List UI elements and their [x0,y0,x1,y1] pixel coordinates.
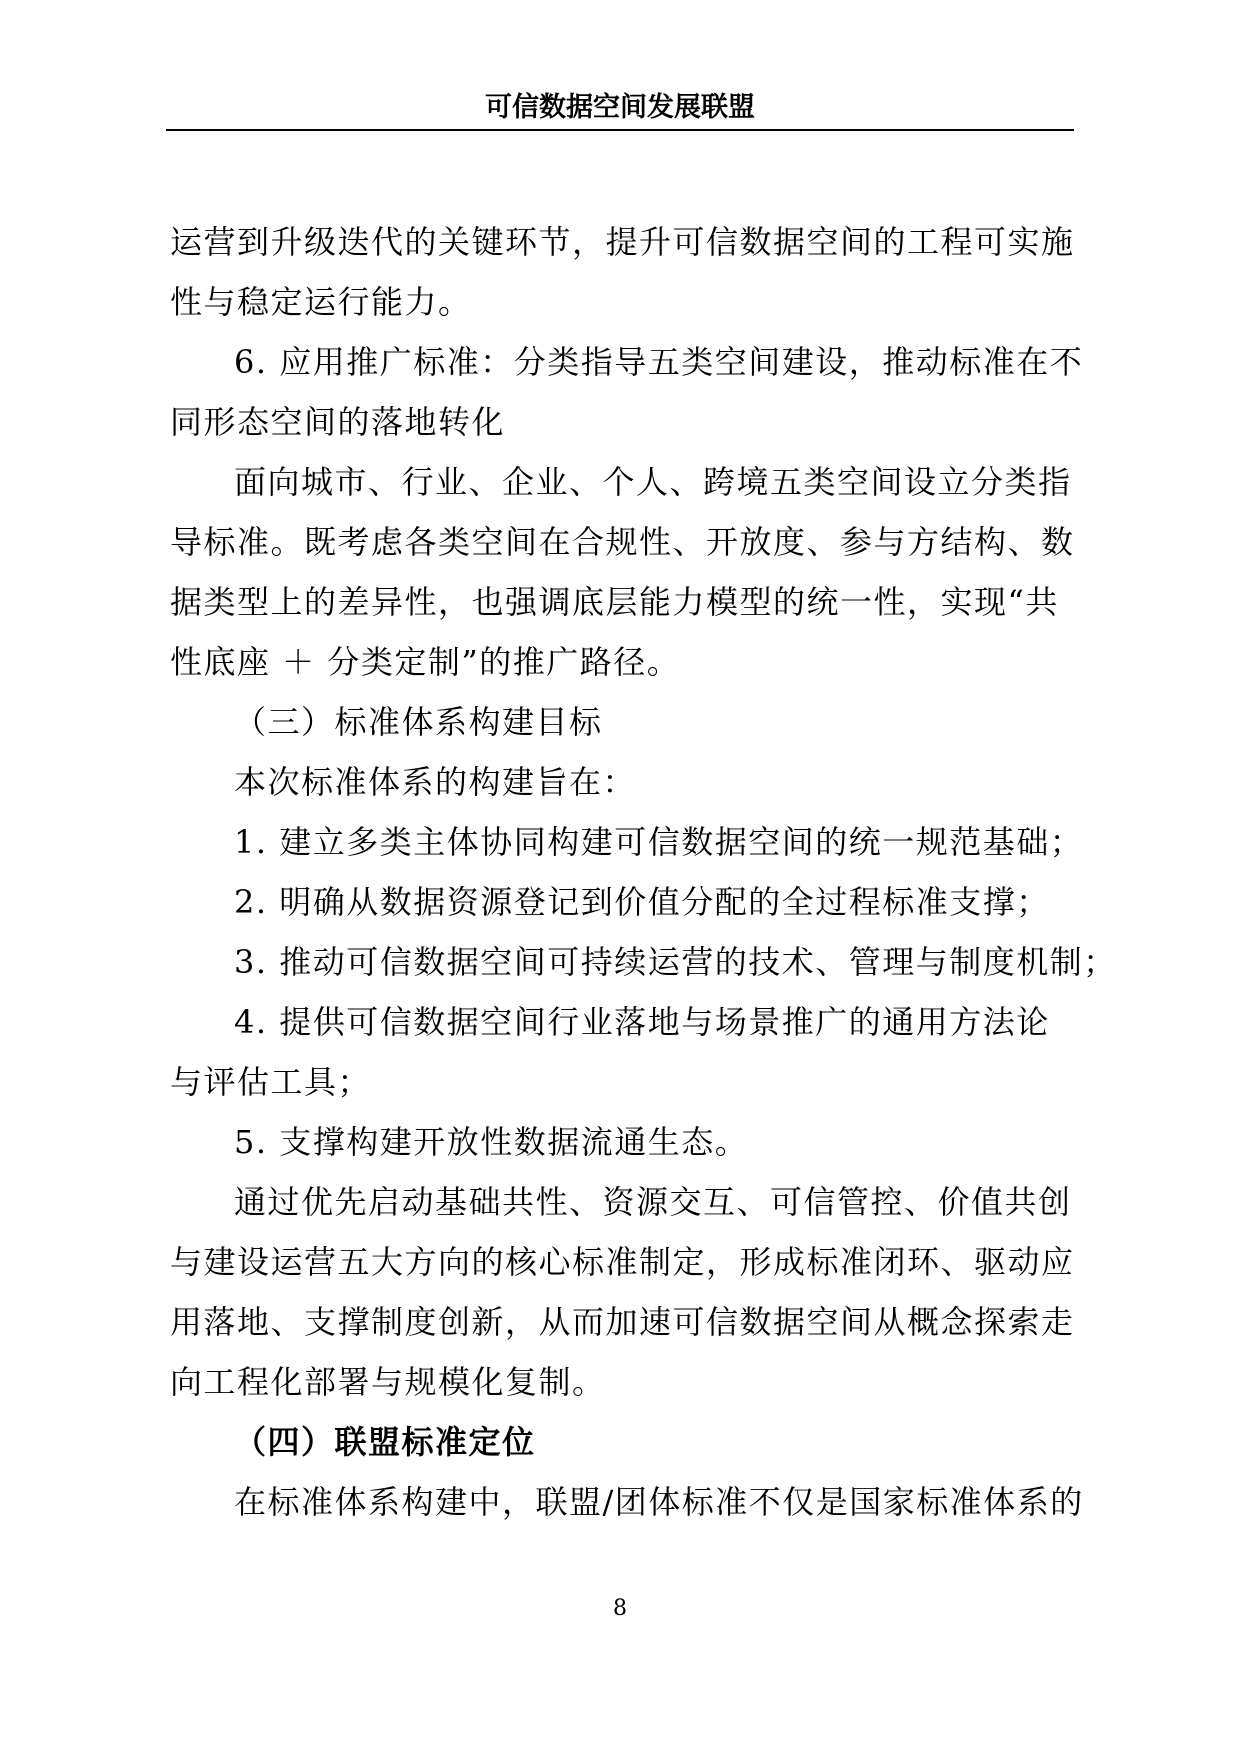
document-body [170,212,1117,1532]
page-number: 8 [613,1596,627,1621]
paragraph-line: 用落地、支撑制度创新，从而加速可信数据空间从概念探索走 [170,1303,1075,1341]
list-item-continuation: 与评估工具； [170,1063,372,1101]
paragraph-line: 运营到升级迭代的关键环节，提升可信数据空间的工程可实施 [170,223,1075,261]
header-title: 可信数据空间发展联盟 [485,92,755,123]
section-heading: （三）标准体系构建目标 [234,703,603,741]
header-divider [166,129,1074,131]
section-heading: （四）联盟标准定位 [234,1423,536,1461]
paragraph-line: 导标准。既考虑各类空间在合规性、开放度、参与方结构、数 [170,523,1075,561]
paragraph-line: 向工程化部署与规模化复制。 [170,1363,606,1401]
paragraph-line: 面向城市、行业、企业、个人、跨境五类空间设立分类指 [234,463,1072,501]
paragraph-line: 据类型上的差异性，也强调底层能力模型的统一性，实现“共 [170,583,1059,621]
paragraph-line: 与建设运营五大方向的核心标准制定，形成标准闭环、驱动应 [170,1243,1075,1281]
list-item: 1. 建立多类主体协同构建可信数据空间的统一规范基础； [234,823,1084,861]
paragraph-line: 性与稳定运行能力。 [170,283,472,321]
paragraph-line: 本次标准体系的构建旨在： [234,763,637,801]
paragraph-line: 在标准体系构建中，联盟/团体标准不仅是国家标准体系的 [234,1483,1084,1521]
list-item-heading-continuation: 同形态空间的落地转化 [170,403,506,441]
paragraph-line: 性底座 ＋ 分类定制”的推广路径。 [170,643,681,681]
list-item: 5. 支撑构建开放性数据流通生态。 [234,1123,749,1161]
list-item: 4. 提供可信数据空间行业落地与场景推广的通用方法论 [234,1003,1050,1041]
list-item-heading: 6. 应用推广标准：分类指导五类空间建设，推动标准在不 [234,343,1084,381]
list-item: 3. 推动可信数据空间可持续运营的技术、管理与制度机制； [234,943,1117,981]
list-item: 2. 明确从数据资源登记到价值分配的全过程标准支撑； [234,883,1050,921]
paragraph-line: 通过优先启动基础共性、资源交互、可信管控、价值共创 [234,1183,1072,1221]
